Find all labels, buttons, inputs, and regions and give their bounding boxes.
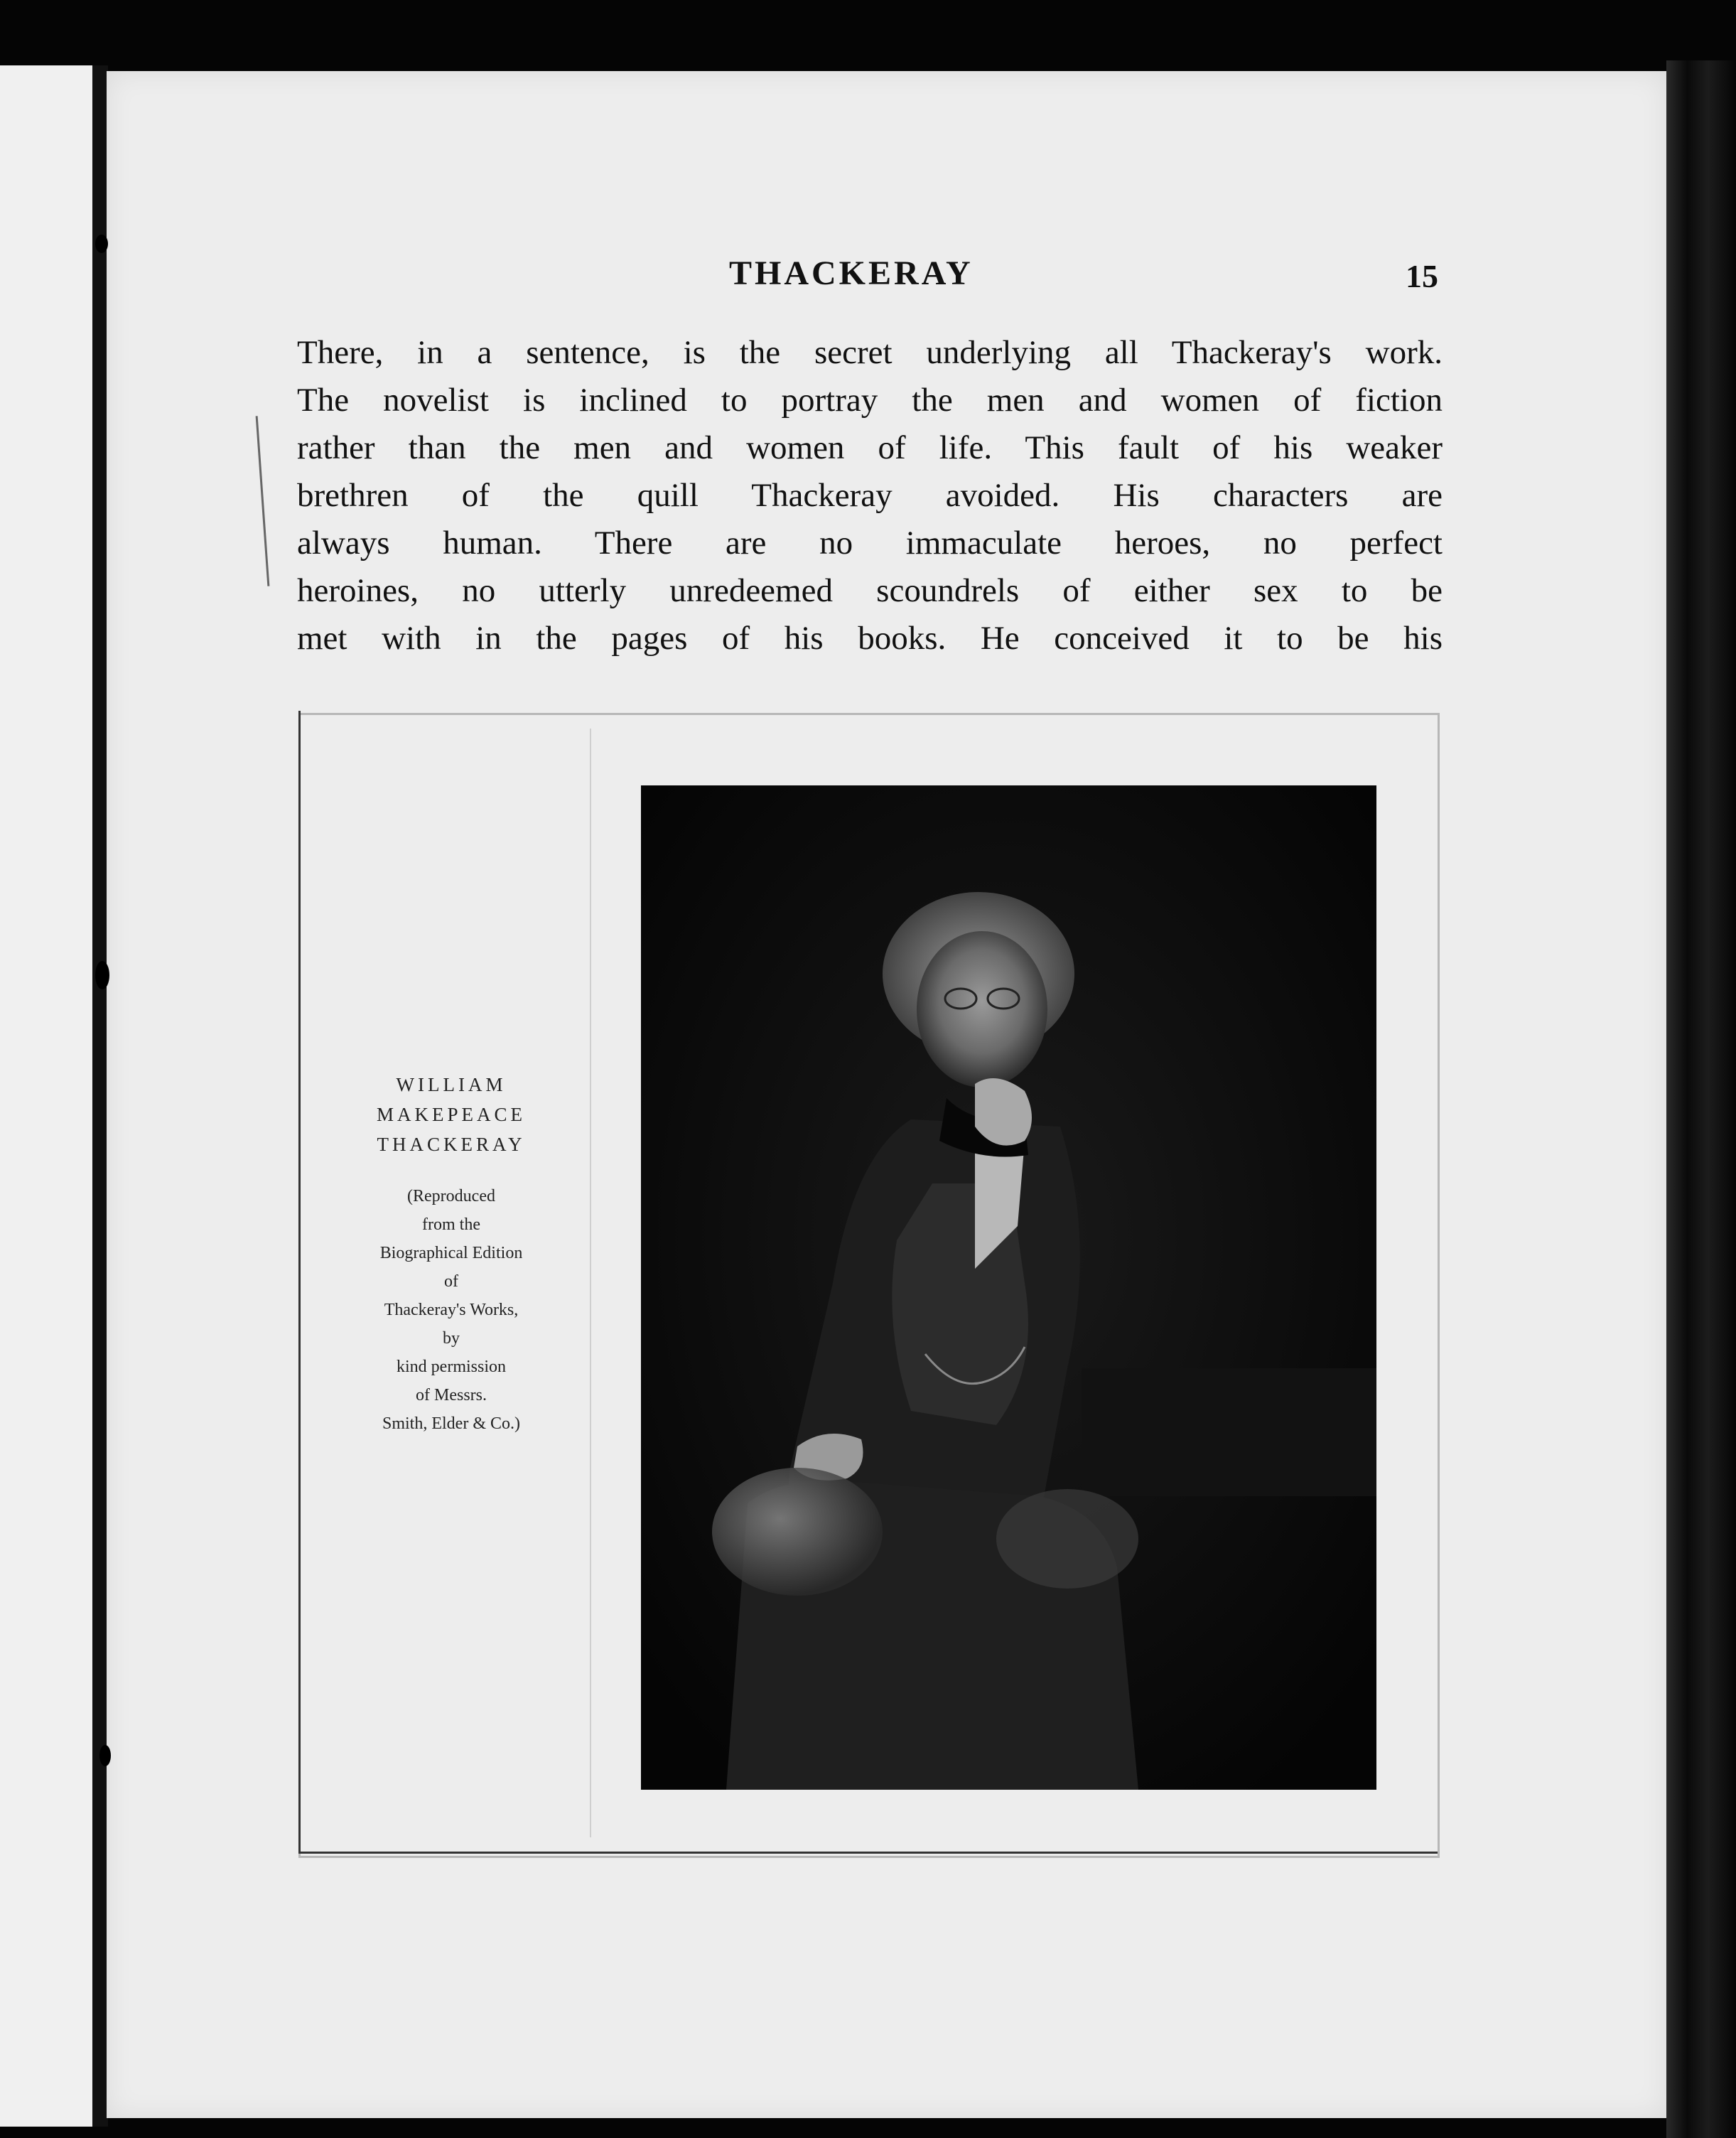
caption-credit-line: of <box>444 1272 458 1291</box>
body-text-line: brethren of the quill Thackeray avoided. His characters are <box>297 477 1443 514</box>
caption-credit-line: Smith, Elder & Co.) <box>382 1414 520 1433</box>
caption-credit-line: of Messrs. <box>416 1386 487 1404</box>
plate-divider <box>590 729 591 1837</box>
body-text-line: There, in a sentence, is the secret underlying all Thackeray's work. <box>297 334 1443 371</box>
previous-page-edge <box>0 65 94 2127</box>
caption-credit-line: from the <box>422 1215 480 1234</box>
body-text-line: always human. There are no immaculate heroes, no perfect <box>297 525 1443 562</box>
binding-thread-mark <box>95 235 108 253</box>
caption-credit-line: by <box>443 1329 460 1348</box>
plate-caption <box>320 1070 583 1438</box>
caption-name-line: MAKEPEACE <box>376 1104 526 1125</box>
caption-name-line: THACKERAY <box>377 1134 526 1155</box>
body-text-line: met with in the pages of his books. He conceived it to be his <box>297 620 1443 657</box>
caption-name-line: WILLIAM <box>396 1074 507 1095</box>
portrait-photograph <box>641 785 1376 1790</box>
caption-credit-line: Biographical Edition <box>379 1244 523 1262</box>
page-fore-edge <box>1666 60 1736 2138</box>
binding-gutter <box>92 65 108 2127</box>
caption-credit-line: (Reproduced <box>407 1187 495 1205</box>
body-text-line: The novelist is inclined to portray the men and women of fiction <box>297 382 1443 419</box>
caption-credit-line: Thackeray's Works, <box>384 1301 519 1319</box>
caption-sitter-name <box>320 1070 583 1159</box>
binding-thread-mark <box>95 961 109 989</box>
running-head-title: THACKERAY <box>729 254 974 292</box>
caption-credit-line: kind permission <box>397 1358 506 1376</box>
caption-credit <box>320 1182 583 1438</box>
binding-thread-mark <box>99 1745 111 1766</box>
body-text-line: rather than the men and women of life. This fault of his weaker <box>297 429 1443 466</box>
page-number: 15 <box>1406 258 1438 294</box>
body-text-line: heroines, no utterly unredeemed scoundrels of either sex to be <box>297 572 1443 609</box>
